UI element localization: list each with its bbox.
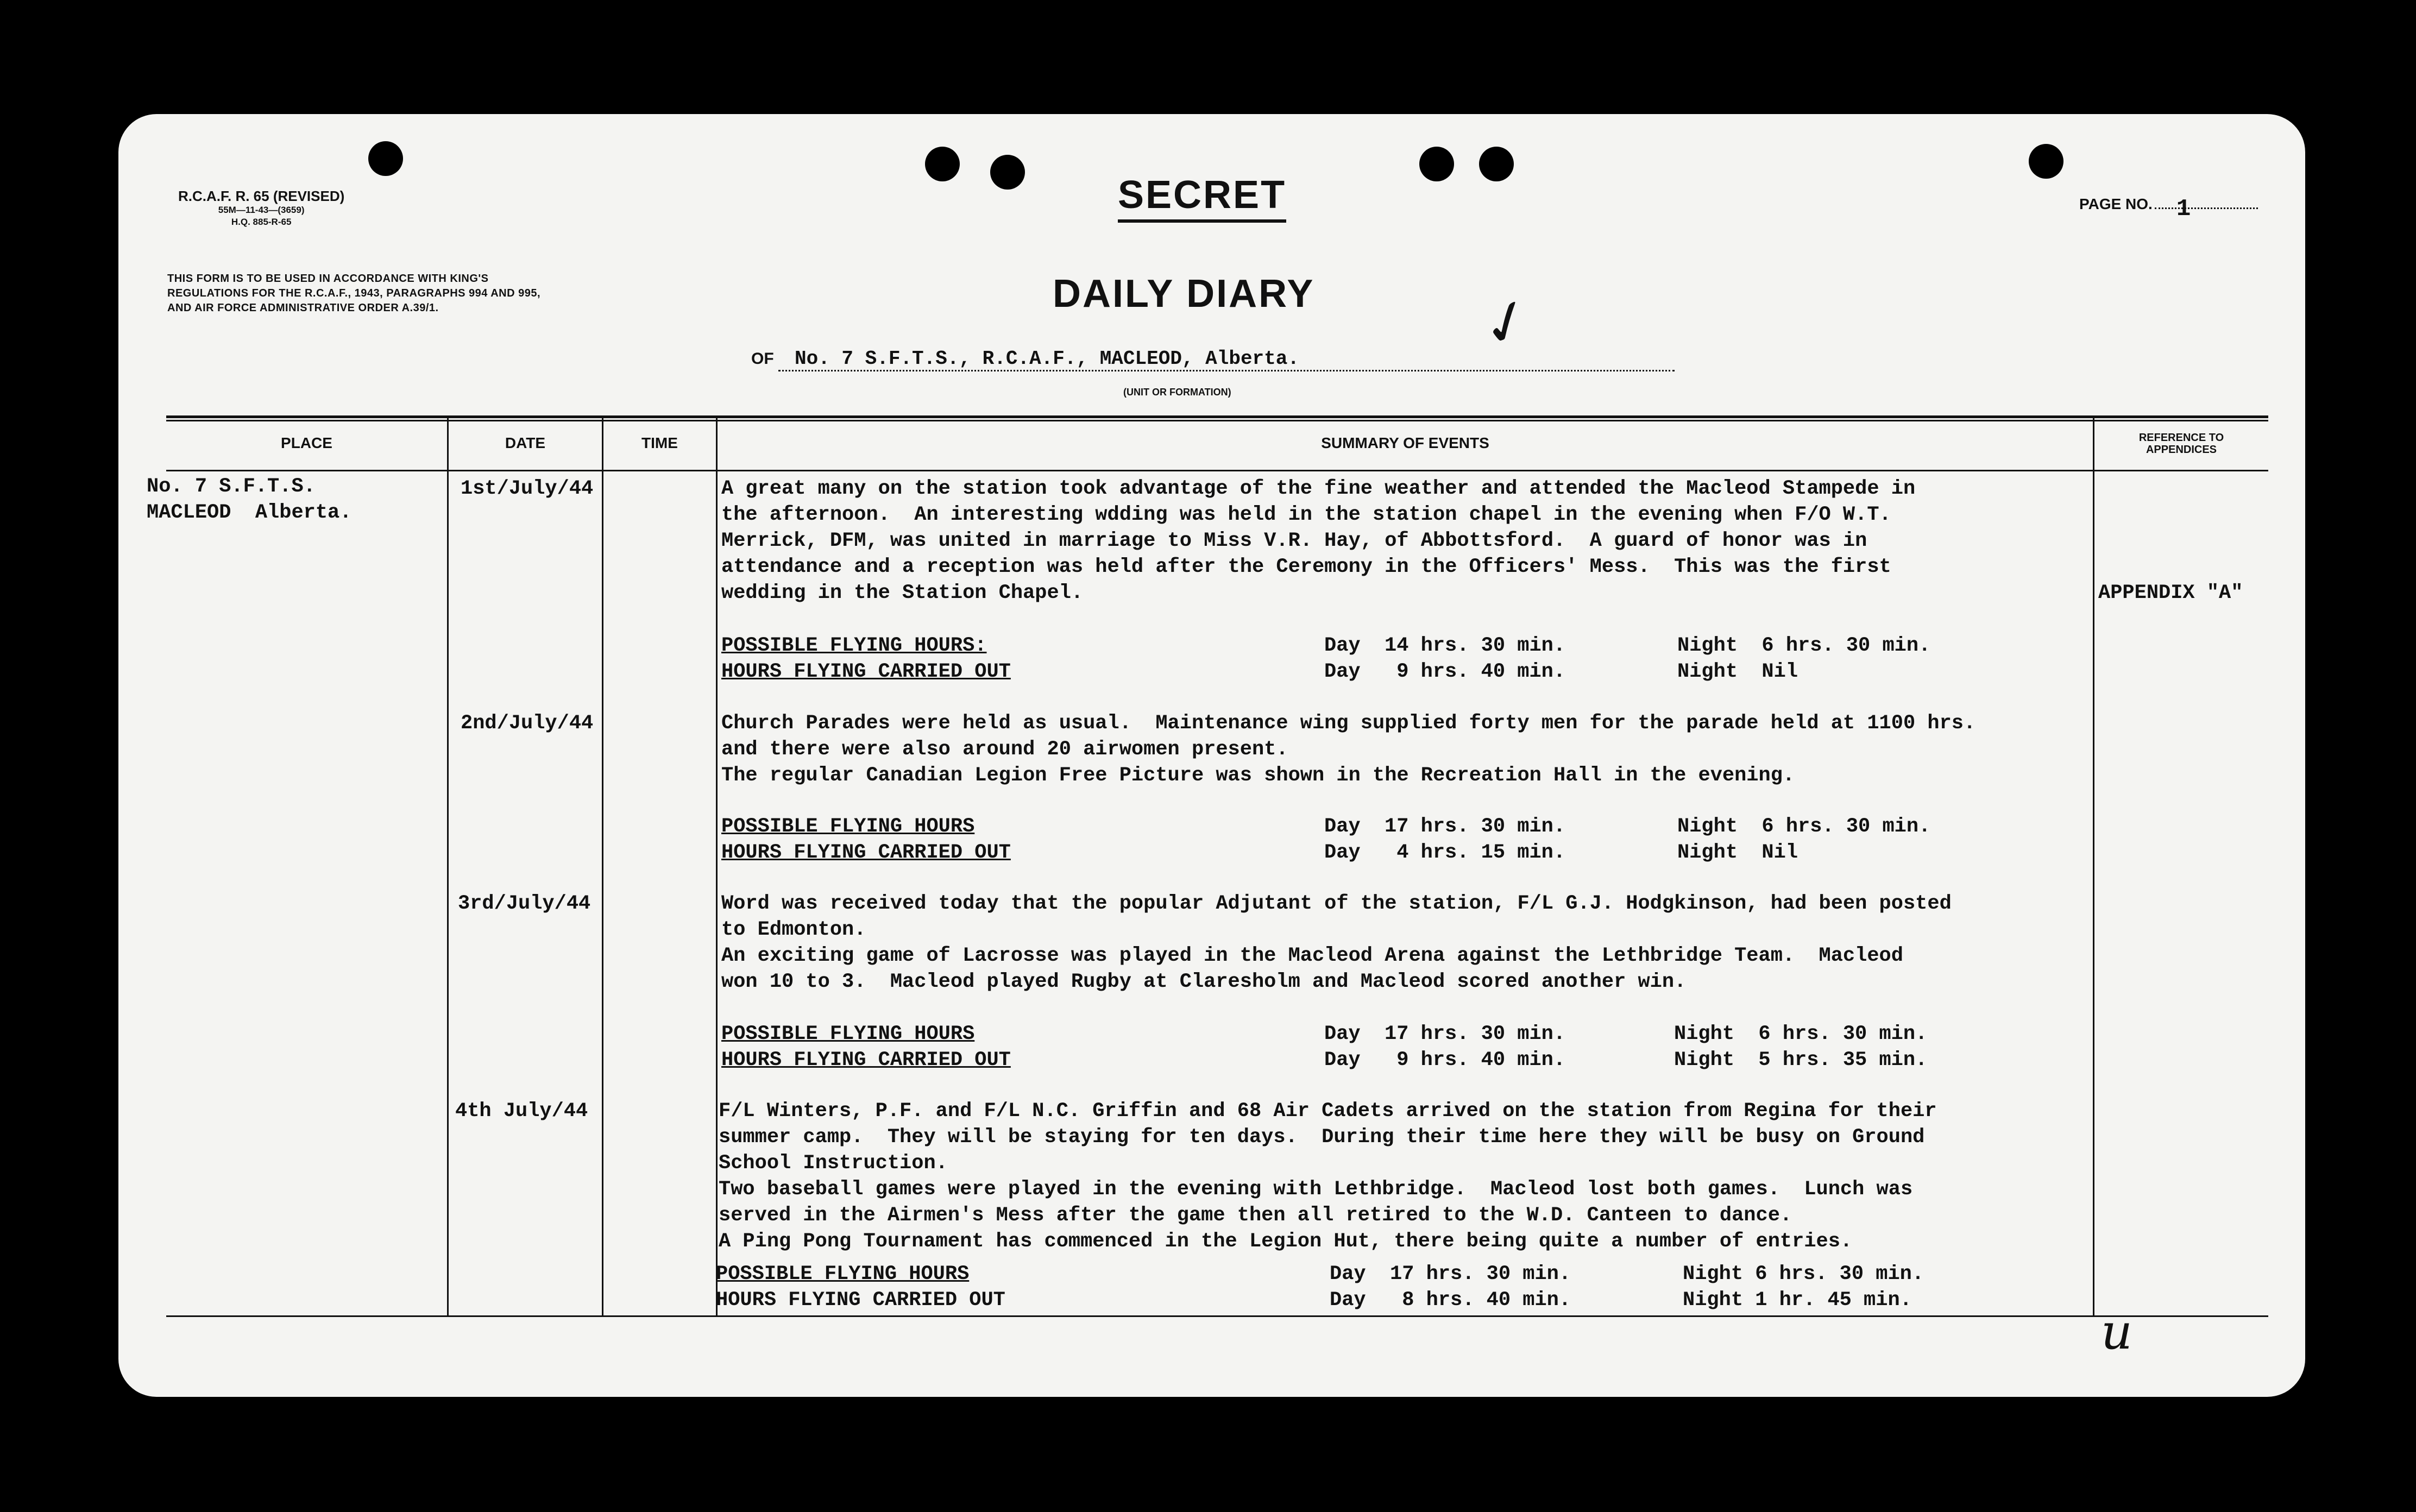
carried-hours-night: Night Nil (1677, 841, 1798, 864)
header-bottom-rule (166, 470, 2268, 471)
entry-line: A Ping Pong Tournament has commenced in the Legion Hut, there being quite a number of entries. (719, 1230, 1853, 1253)
handwritten-initials: u (2101, 1303, 2132, 1360)
place-line: MACLEOD Alberta. (147, 501, 352, 524)
entry-line: School Instruction. (719, 1152, 948, 1175)
entry-line: The regular Canadian Legion Free Picture was shown in the Recreation Hall in the evening. (721, 764, 1795, 787)
possible-hours-day: Day 17 hrs. 30 min. (1330, 1263, 1571, 1286)
entry-date: 4th July/44 (455, 1100, 588, 1123)
diary-sheet (118, 114, 2305, 1397)
form-notice: THIS FORM IS TO BE USED IN ACCORDANCE WITH KING'S REGULATIONS FOR THE R.C.A.F., 1943, PARAGRAPHS 994 AND 995, AND AIR FORCE ADMINISTRATIVE ORDER A.39/1. (167, 273, 541, 314)
possible-hours-day: Day 14 hrs. 30 min. (1324, 634, 1566, 657)
page-number-label: PAGE NO. (2079, 196, 2153, 212)
entry-line: Word was received today that the popular Adjutant of the station, F/L G.J. Hodgkinson, had been posted (721, 892, 1952, 915)
carried-hours-day: Day 9 hrs. 40 min. (1324, 1049, 1566, 1072)
column-header-reference-line: APPENDICES (2146, 444, 2217, 456)
punch-hole (368, 141, 403, 176)
entry-line: Merrick, DFM, was united in marriage to Miss V.R. Hay, of Abbottsford. A guard of honor was in (721, 530, 1867, 552)
entry-line: to Edmonton. (721, 918, 866, 941)
column-header-time: TIME (641, 434, 678, 451)
table-bottom-rule (166, 1315, 2268, 1317)
page-number-value: 1 (2176, 196, 2191, 223)
entry-line: An exciting game of Lacrosse was played in the Macleod Arena against the Lethbridge Team. Macleod (721, 944, 1903, 967)
appendix-reference: APPENDIX "A" (2098, 582, 2243, 604)
form-code-line: R.C.A.F. R. 65 (REVISED) (178, 188, 345, 204)
punch-hole (2029, 144, 2063, 179)
column-header-reference-line: REFERENCE TO (2138, 432, 2224, 444)
carried-hours-night: Night Nil (1677, 660, 1798, 683)
entry-line: the afternoon. An interesting wdding was held in the station chapel in the evening when F/O W.T. (721, 503, 1891, 526)
possible-hours-label: POSSIBLE FLYING HOURS (721, 1023, 975, 1045)
column-divider (602, 415, 603, 1317)
column-header-date: DATE (505, 434, 546, 451)
column-divider (2093, 415, 2094, 1317)
possible-hours-night: Night 6 hrs. 30 min. (1677, 634, 1931, 657)
carried-hours-night: Night 5 hrs. 35 min. (1674, 1049, 1928, 1072)
carried-hours-label: HOURS FLYING CARRIED OUT (721, 1049, 1011, 1072)
punch-hole (990, 155, 1025, 190)
entry-line: Church Parades were held as usual. Maintenance wing supplied forty men for the parade held at 1100 hrs. (721, 712, 1976, 735)
form-code (178, 188, 344, 228)
column-divider (447, 415, 449, 1317)
entry-date: 3rd/July/44 (458, 892, 591, 915)
page-number-field (2079, 196, 2258, 223)
carried-hours-night: Night 1 hr. 45 min. (1683, 1289, 1912, 1312)
page-title: DAILY DIARY (1053, 272, 1315, 316)
column-header-summary: SUMMARY OF EVENTS (1321, 434, 1489, 451)
possible-hours-label: POSSIBLE FLYING HOURS: (721, 634, 987, 657)
possible-hours-day: Day 17 hrs. 30 min. (1324, 1023, 1566, 1045)
carried-hours-day: Day 8 hrs. 40 min. (1330, 1289, 1571, 1312)
punch-hole (925, 147, 960, 181)
punch-hole (1419, 147, 1454, 181)
table-top-rule (166, 415, 2268, 418)
carried-hours-label: HOURS FLYING CARRIED OUT (721, 841, 1011, 864)
possible-hours-night: Night 6 hrs. 30 min. (1674, 1023, 1928, 1045)
unit-field (751, 348, 1675, 371)
form-code-line: 55M—11-43—(3659) (218, 205, 305, 215)
unit-caption: (UNIT OR FORMATION) (1123, 387, 1231, 398)
place-line: No. 7 S.F.T.S. (147, 475, 316, 498)
possible-hours-night: Night 6 hrs. 30 min. (1677, 815, 1931, 838)
column-header-place: PLACE (281, 434, 332, 451)
carried-hours-day: Day 4 hrs. 15 min. (1324, 841, 1566, 864)
possible-hours-label: POSSIBLE FLYING HOURS (716, 1263, 970, 1286)
entry-line: won 10 to 3. Macleod played Rugby at Claresholm and Macleod scored another win. (721, 971, 1687, 993)
column-header-reference (2094, 432, 2268, 456)
unit-value: No. 7 S.F.T.S., R.C.A.F., MACLEOD, Alberta. (778, 348, 1675, 371)
unit-of-label: OF (751, 350, 774, 368)
entry-date: 1st/July/44 (461, 477, 594, 500)
possible-hours-day: Day 17 hrs. 30 min. (1324, 815, 1566, 838)
carried-hours-label: HOURS FLYING CARRIED OUT (721, 660, 1011, 683)
possible-hours-label: POSSIBLE FLYING HOURS (721, 815, 975, 838)
entry-line: A great many on the station took advantage of the fine weather and attended the Macleod Stampede in (721, 477, 1916, 500)
classification-heading: SECRET (1118, 173, 1286, 223)
possible-hours-night: Night 6 hrs. 30 min. (1683, 1263, 1924, 1286)
carried-hours-day: Day 9 hrs. 40 min. (1324, 660, 1566, 683)
entry-line: F/L Winters, P.F. and F/L N.C. Griffin and 68 Air Cadets arrived on the station from Regina for their (719, 1100, 1937, 1123)
entry-line: summer camp. They will be staying for ten days. During their time here they will be busy on Ground (719, 1126, 1925, 1149)
entry-line: and there were also around 20 airwomen present. (721, 738, 1288, 761)
entry-line: wedding in the Station Chapel. (721, 582, 1084, 604)
carried-hours-label: HOURS FLYING CARRIED OUT (716, 1289, 1005, 1312)
punch-hole (1479, 147, 1514, 181)
entry-line: attendance and a reception was held after the Ceremony in the Officers' Mess. This was the first (721, 556, 1891, 578)
form-code-line: H.Q. 885-R-65 (231, 217, 292, 227)
checkmark-icon: ✓ (1471, 282, 1542, 363)
table-top-rule (166, 420, 2268, 421)
entry-date: 2nd/July/44 (461, 712, 594, 735)
entry-line: Two baseball games were played in the evening with Lethbridge. Macleod lost both games. Lunch was (719, 1178, 1913, 1201)
entry-line: served in the Airmen's Mess after the game then all retired to the W.D. Canteen to dance. (719, 1204, 1792, 1227)
column-divider (716, 415, 718, 1317)
